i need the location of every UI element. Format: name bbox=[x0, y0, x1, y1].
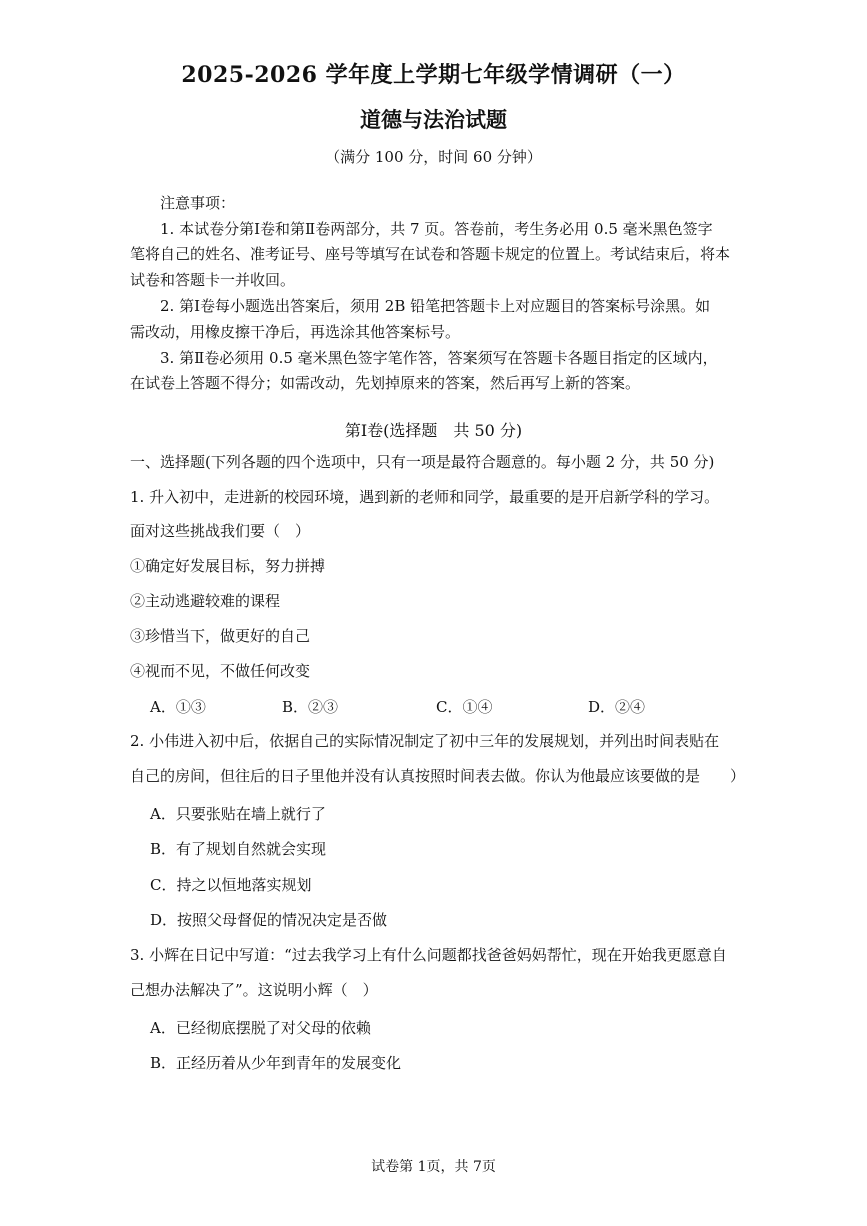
statement: ②主动逃避较难的课程 bbox=[130, 592, 281, 610]
option-c: C．①④ bbox=[436, 698, 493, 716]
notes-heading: 注意事项： bbox=[160, 194, 236, 212]
notes-line: 笔将自己的姓名、准考证号、座号等填写在试卷和答题卡规定的位置上。考试结束后，将本 bbox=[130, 245, 731, 263]
question-1-stem: 1. 升入初中，走进新的校园环境，遇到新的老师和同学，最重要的是开启新学科的学习。 bbox=[130, 488, 720, 506]
notes-line: 2. 第Ⅰ卷每小题选出答案后，须用 2B 铅笔把答题卡上对应题目的答案标号涂黑。如 bbox=[160, 297, 711, 315]
option-d: D．②④ bbox=[588, 698, 646, 716]
option-a: A．已经彻底摆脱了对父母的依赖 bbox=[150, 1019, 371, 1037]
question-2-stem: 2. 小伟进入初中后，依据自己的实际情况制定了初中三年的发展规划，并列出时间表贴在 bbox=[130, 732, 720, 750]
option-c: C．持之以恒地落实规划 bbox=[150, 876, 312, 894]
question-3-stem: 3. 小辉在日记中写道：“过去我学习上有什么问题都找爸爸妈妈帮忙，现在开始我更愿意自 bbox=[130, 946, 727, 964]
question-1-stem: 面对这些挑战我们要（ ） bbox=[130, 522, 311, 540]
option-d: D．按照父母督促的情况决定是否做 bbox=[150, 911, 388, 929]
notes-line: 1. 本试卷分第Ⅰ卷和第Ⅱ卷两部分，共 7 页。答卷前，考生务必用 0.5 毫米黑色签字 bbox=[160, 220, 713, 238]
notes-line: 在试卷上答题不得分；如需改动，先划掉原来的答案，然后再写上新的答案。 bbox=[130, 374, 641, 392]
subject-title: 道德与法治试题 bbox=[360, 107, 507, 132]
statement: ④视而不见，不做任何改变 bbox=[130, 662, 311, 680]
option-b: B．正经历着从少年到青年的发展变化 bbox=[150, 1054, 402, 1072]
question-2-stem: 自己的房间，但往后的日子里他并没有认真按照时间表去做。你认为他最应该要做的是 ） bbox=[130, 767, 746, 785]
section-instruction: 一、选择题(下列各题的四个选项中，只有一项是最符合题意的。每小题 2 分，共 50 分) bbox=[130, 453, 715, 471]
question-3-stem: 己想办法解决了”。这说明小辉（ ） bbox=[130, 981, 378, 999]
option-a: A．只要张贴在墙上就行了 bbox=[150, 805, 326, 823]
option-b: B．②③ bbox=[282, 698, 339, 716]
notes-line: 需改动，用橡皮擦干净后，再选涂其他答案标号。 bbox=[130, 323, 461, 341]
page-footer: 试卷第 1页，共 7页 bbox=[371, 1159, 496, 1175]
notes-line: 试卷和答题卡一并收回。 bbox=[130, 271, 296, 289]
exam-meta: （满分 100 分，时间 60 分钟） bbox=[325, 148, 542, 166]
statement: ①确定好发展目标，努力拼搏 bbox=[130, 557, 326, 575]
exam-title: 2025-2026 学年度上学期七年级学情调研（一） bbox=[181, 62, 686, 88]
notes-line: 3. 第Ⅱ卷必须用 0.5 毫米黑色签字笔作答，答案须写在答题卡各题目指定的区域内， bbox=[160, 349, 718, 367]
statement: ③珍惜当下，做更好的自己 bbox=[130, 627, 311, 645]
option-a: A．①③ bbox=[150, 698, 206, 716]
section-title: 第Ⅰ卷(选择题 共 50 分) bbox=[344, 421, 523, 440]
option-b: B．有了规划自然就会实现 bbox=[150, 840, 327, 858]
